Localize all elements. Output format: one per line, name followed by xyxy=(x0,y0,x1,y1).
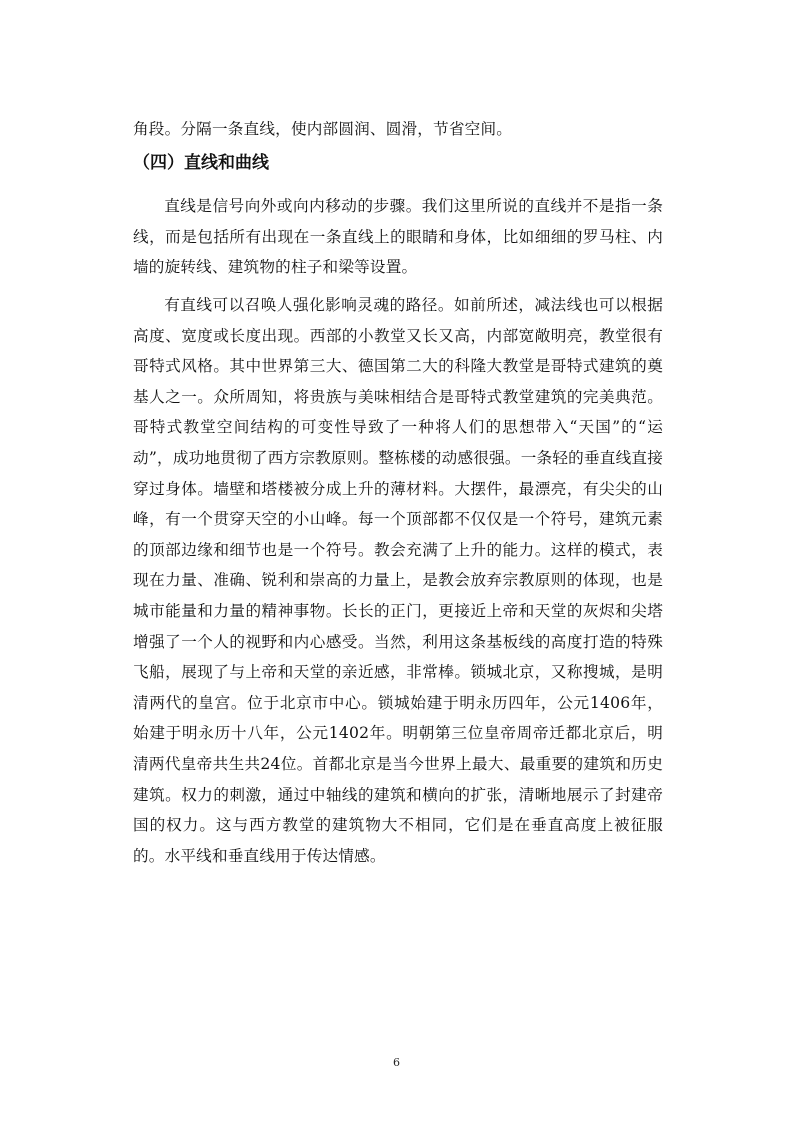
paragraph: 有直线可以召唤人强化影响灵魂的路径。如前所述，减法线也可以根据高度、宽度或长度出现。西部的小教堂又长又高，内部宽敞明亮，教堂很有哥特式风格。其中世界第三大、德国第二大的科隆大教堂是哥特式建筑的奠基人之一。众所周知，将贵族与美味相结合是哥特式教堂建筑的完美典范。哥特式教堂空间结构的可变性导致了一种将人们的思想带入“天国”的“运动”，成功地贯彻了西方宗教原则。整栋楼的动感很强。一条轻的垂直线直接穿过身体。墙壁和塔楼被分成上升的薄材料。大摆件，最漂亮，有尖尖的山峰，有一个贯穿天空的小山峰。每一个顶部都不仅仅是一个符号，建筑元素的顶部边缘和细节也是一个符号。教会充满了上升的能力。这样的模式，表现在力量、准确、锐利和崇高的力量上，是教会放弃宗教原则的体现，也是城市能量和力量的精神事物。长长的正门，更接近上帝和天堂的灰烬和尖塔增强了一个人的视野和内心感受。当然，利用这条基板线的高度打造的特殊飞船，展现了与上帝和天堂的亲近感，非常棒。锁城北京，又称搜城，是明清两代的皇宫。位于北京市中心。锁城始建于明永历四年，公元1406年，始建于明永历十八年，公元1402年。明朝第三位皇帝周帝迁都北京后，明清两代皇帝共生共24位。首都北京是当今世界上最大、最重要的建筑和历史建筑。权力的刺激，通过中轴线的建筑和横向的扩张，清晰地展示了封建帝国的权力。这与西方教堂的建筑物大不相同，它们是在垂直高度上被征服的。水平线和垂直线用于传达情感。 xyxy=(133,296,663,865)
page-number: 6 xyxy=(393,1056,400,1069)
continued-paragraph: 角段。分隔一条直线，使内部圆润、圆滑，节省空间。 xyxy=(133,120,513,138)
paragraph-1-block xyxy=(133,191,663,283)
paragraph-2-block xyxy=(133,290,663,871)
section-heading: （四）直线和曲线 xyxy=(133,153,269,173)
continued-text-block xyxy=(133,114,663,145)
paragraph: 直线是信号向外或向内移动的步骤。我们这里所说的直线并不是指一条线，而是包括所有出现在一条直线上的眼睛和身体，比如细细的罗马柱、内墙的旋转线、建筑物的柱子和梁等设置。 xyxy=(133,197,663,277)
